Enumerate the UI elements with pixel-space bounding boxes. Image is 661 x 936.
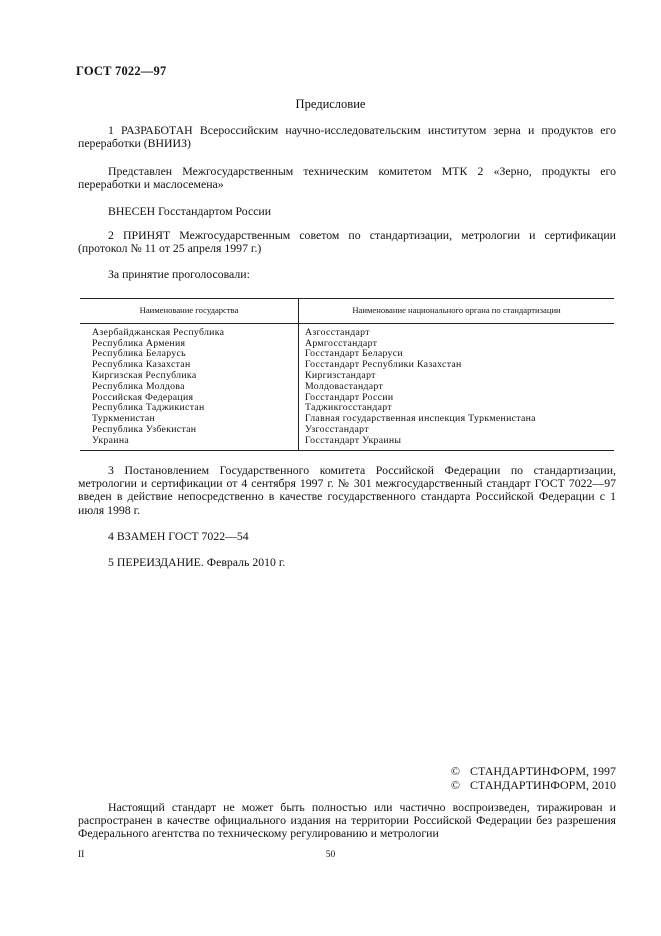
table-row [80, 323, 614, 338]
cell-state: Республика Армения [80, 339, 299, 350]
copyright-text-2010: СТАНДАРТИНФОРМ, 2010 [469, 778, 616, 792]
column-header-state: Наименование государства [80, 299, 299, 324]
cell-standards-body: Армгосстандарт [305, 337, 378, 349]
cell-state: Киргизская Республика [80, 371, 299, 382]
copyright-symbol: © [450, 764, 460, 778]
cell-state: Азербайджанская Республика [80, 323, 299, 338]
copyright-text-1997: СТАНДАРТИНФОРМ, 1997 [469, 764, 616, 778]
cell-state: Российская Федерация [80, 393, 299, 404]
page-number: 50 [325, 850, 336, 860]
cell-standards-body: Главная государственная инспекция Туркменистана [305, 413, 536, 425]
paragraph-developed-by: 1 РАЗРАБОТАН Всероссийским научно-исследовательским институтом зерна и продуктов его переработки (ВНИИЗ) [78, 123, 616, 151]
cell-standards-body: Молдовастандарт [305, 380, 384, 392]
page-title: Предисловие [295, 97, 366, 111]
copyright-symbol: © [450, 778, 460, 792]
document-header: ГОСТ 7022—97 [76, 64, 167, 78]
paragraph-presented-by: Представлен Межгосударственным техническим комитетом МТК 2 «Зерно, продукты его переработки и маслосемена» [78, 164, 616, 192]
copyright-line-2010 [0, 778, 616, 792]
cell-state: Украина [80, 436, 299, 450]
cell-state: Республика Молдова [80, 382, 299, 393]
paragraph-enactment: 3 Постановлением Государственного комитета Российской Федерации по стандартизации, метрологии и сертификации от 4 сентября 1997 г. № 301 межгосударственный стандарт ГОСТ 7022—97 введен в действие непосредственно в качестве государственного стандарта Российской Федерации с 1 июля 1998 г. [78, 463, 616, 517]
reproduction-notice: Настоящий стандарт не может быть полностью или частично воспроизведен, тиражирован и распространен в качестве официального издания на территории Российской Федерации без разрешения Федерального агентства по техническому регулированию и метрологии [78, 800, 616, 841]
table-row [80, 382, 614, 393]
voting-table [80, 298, 614, 451]
cell-state: Республика Узбекистан [80, 425, 299, 436]
cell-standards-body: Узгосстандарт [305, 423, 369, 435]
paragraph-adopted-by: 2 ПРИНЯТ Межгосударственным советом по стандартизации, метрологии и сертификации (протокол № 11 от 25 апреля 1997 г.) [78, 228, 616, 256]
cell-standards-body: Азгосстандарт [305, 326, 370, 338]
cell-state: Республика Казахстан [80, 360, 299, 371]
cell-standards-body: Госстандарт Украины [299, 436, 615, 450]
footer-roman-numeral: II [78, 850, 85, 860]
paragraph-voted-for: За принятие проголосовали: [108, 267, 250, 281]
cell-state: Республика Беларусь [80, 349, 299, 360]
paragraph-replaces: 4 ВЗАМЕН ГОСТ 7022—54 [108, 529, 249, 543]
column-header-standards-body: Наименование национального органа по стандартизации [299, 299, 615, 324]
cell-state: Республика Таджикистан [80, 403, 299, 414]
cell-standards-body: Киргизстандарт [305, 369, 376, 381]
cell-standards-body: Госстандарт Республики Казахстан [305, 359, 462, 371]
cell-standards-body: Госстандарт Беларуси [305, 348, 403, 360]
paragraph-reissue: 5 ПЕРЕИЗДАНИЕ. Февраль 2010 г. [108, 555, 286, 569]
cell-standards-body: Госстандарт России [305, 391, 394, 403]
table-row [80, 436, 614, 450]
copyright-line-1997 [0, 764, 616, 778]
table-header-row [80, 299, 614, 324]
cell-state: Туркменистан [80, 414, 299, 425]
cell-standards-body: Таджикгосстандарт [305, 402, 392, 414]
paragraph-introduced-by: ВНЕСЕН Госстандартом России [108, 204, 272, 218]
